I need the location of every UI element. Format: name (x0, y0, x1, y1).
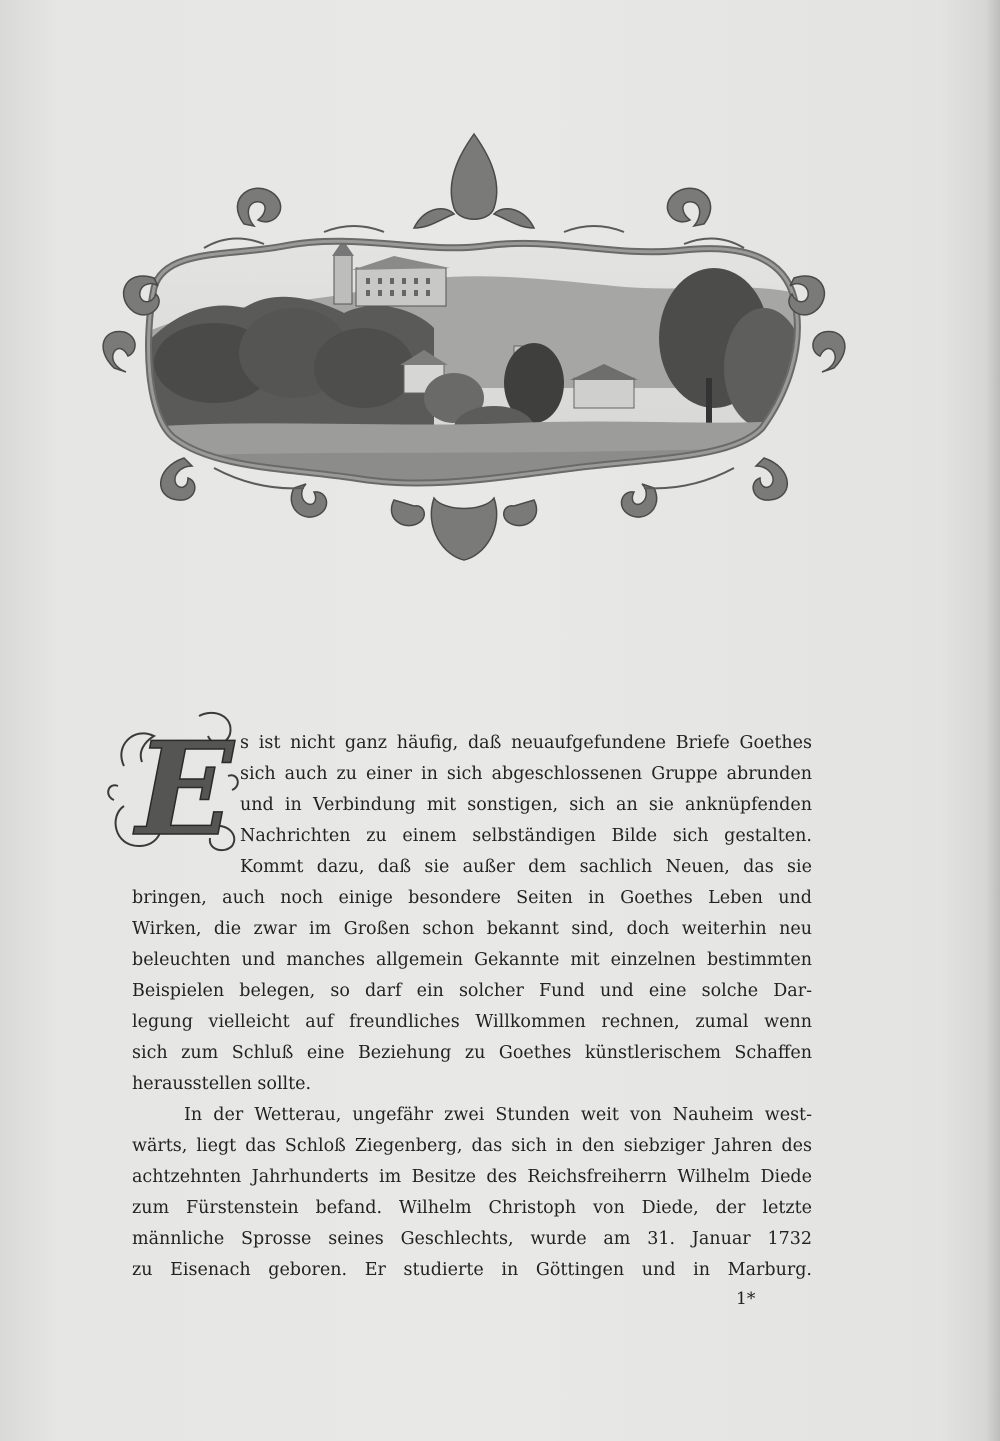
text-line: sich auch zu einer in sich abgeschlossenen Gruppe abrunden (240, 764, 812, 784)
text-line: In der Wetterau, ungefähr zwei Stunden weit von Nauheim west- (184, 1105, 812, 1125)
text-line: Beispielen belegen, so darf ein solcher Fund und eine solche Dar- (132, 981, 812, 1001)
page-edge-shadow (986, 0, 1000, 1441)
text-line: herausstellen sollte. (132, 1074, 312, 1094)
text-line: Wirken, die zwar im Großen schon bekannt sind, doch weiterhin neu (132, 919, 812, 939)
header-vignette-illustration (94, 128, 854, 568)
text-line: wärts, liegt das Schloß Ziegenberg, das sich in den siebziger Jahren des (132, 1136, 812, 1156)
castle-landscape-illustration (94, 128, 854, 568)
text-line: männliche Sprosse seines Geschlechts, wurde am 31. Januar 1732 (132, 1229, 812, 1249)
text-line: achtzehnten Jahrhunderts im Besitze des Reichsfreiherrn Wilhelm Diede (132, 1167, 812, 1187)
text-line: Nachrichten zu einem selbständigen Bilde sich gestalten. (240, 826, 812, 846)
text-line: bringen, auch noch einige besondere Seiten in Goethes Leben und (132, 888, 812, 908)
body-text (132, 728, 812, 1286)
landscape-scene (134, 228, 814, 498)
text-line: beleuchten und manches allgemein Gekannte mit einzelnen bestimmten (132, 950, 812, 970)
text-line: zum Fürstenstein befand. Wilhelm Christoph von Diede, der letzte (132, 1198, 812, 1218)
text-line: s ist nicht ganz häufig, daß neuaufgefundene Briefe Goethes (240, 733, 812, 753)
page-number: 1* (736, 1289, 756, 1309)
text-line: sich zum Schluß eine Beziehung zu Goethes künstlerischem Schaffen (132, 1043, 812, 1063)
initial-letter-glyph: E (136, 715, 234, 856)
text-line: zu Eisenach geboren. Er studierte in Göttingen und in Marburg. (132, 1260, 812, 1280)
text-line: und in Verbindung mit sonstigen, sich an sie anknüpfenden (240, 795, 812, 815)
text-line: Kommt dazu, daß sie außer dem sachlich Neuen, das sie (240, 857, 812, 877)
text-line: legung vielleicht auf freundliches Willkommen rechnen, zumal wenn (132, 1012, 812, 1032)
